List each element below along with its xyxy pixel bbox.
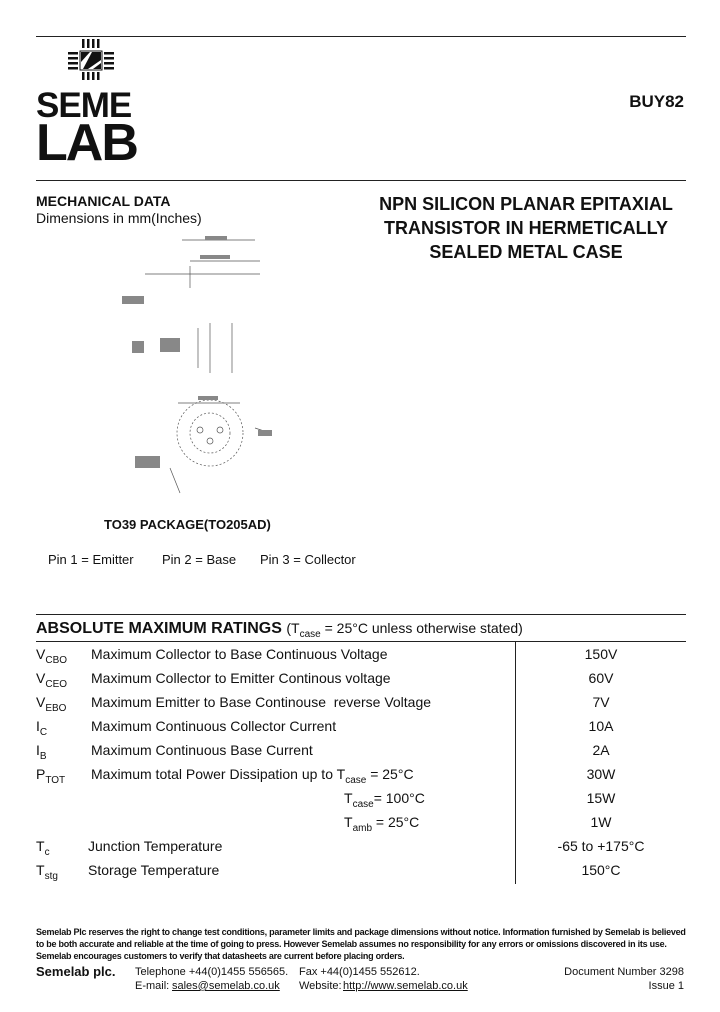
rating-symbol: $T_c$ xyxy=(36,838,50,858)
rating-description: Storage Temperature xyxy=(88,862,220,878)
logo-lab: LAB xyxy=(36,114,137,172)
rating-symbol: $V_{CEO}$ xyxy=(36,670,68,690)
pin-2-label: Pin 2 = Base xyxy=(162,552,237,567)
disclaimer xyxy=(36,926,686,962)
rating-symbol: $T_{stg}$ xyxy=(36,862,58,882)
rating-value: 10A xyxy=(588,718,614,734)
rating-value: 1W xyxy=(590,814,612,830)
logo-seme: SEME xyxy=(36,86,132,125)
ratings-top-rule xyxy=(36,614,686,615)
rating-description: Maximum Continuous Collector Current xyxy=(91,718,337,734)
mechanical-heading: MECHANICAL DATA xyxy=(36,193,171,209)
title-line-3: SEALED METAL CASE xyxy=(429,242,623,262)
rating-symbol: $I_C$ xyxy=(36,718,48,738)
rating-description: Maximum Collector to Emitter Continous voltage xyxy=(91,670,391,686)
rating-row xyxy=(36,858,686,882)
rating-row xyxy=(36,834,686,858)
company-name: Semelab plc. xyxy=(36,964,116,979)
semelab-logo xyxy=(36,38,161,172)
ratings-heading: ABSOLUTE MAXIMUM RATINGS xyxy=(36,620,282,637)
dimensions-note: Dimensions in mm(Inches) xyxy=(36,210,202,226)
package-drawing xyxy=(110,228,280,503)
rating-description: Maximum Collector to Base Continuous Voltage xyxy=(91,646,388,662)
top-rule xyxy=(36,36,686,37)
rating-symbol: $P_{TOT}$ xyxy=(36,766,66,786)
disclaimer-line-3: Semelab encourages customers to verify that datasheets are current before placing orders. xyxy=(36,951,405,961)
rating-symbol: $I_B$ xyxy=(36,742,47,762)
rating-value: 150V xyxy=(584,646,618,662)
rating-value: 150°C xyxy=(581,862,621,878)
email-link[interactable]: sales@semelab.co.uk xyxy=(172,980,280,992)
disclaimer-line-2: to be both accurate and reliable at the time of going to press. However Semelab assumes no responsibility for any errors or omissions discovered in its use. xyxy=(36,939,667,949)
document-number: Document Number 3298 xyxy=(564,966,684,978)
telephone: Telephone +44(0)1455 556565. xyxy=(135,966,289,978)
rating-value: 30W xyxy=(586,766,616,782)
website-label: Website: xyxy=(299,980,342,992)
email-label: E-mail: xyxy=(135,980,170,992)
rating-value: 7V xyxy=(592,694,610,710)
rating-row xyxy=(36,762,686,786)
logo-mark-icon xyxy=(66,38,121,82)
package-label: TO39 PACKAGE(TO205AD) xyxy=(104,517,271,532)
rating-description: Maximum total Power Dissipation up to $T_{case} = 25^\circ C$ xyxy=(91,766,414,786)
device-title xyxy=(361,192,691,264)
header-rule xyxy=(36,180,686,181)
ratings-heading-row xyxy=(36,620,523,640)
rating-description: Junction Temperature xyxy=(88,838,223,854)
rating-value: -65 to +175°C xyxy=(557,838,645,854)
rating-condition: $T_{case}= 100^\circ C$ xyxy=(344,790,425,810)
fax: Fax +44(0)1455 552612. xyxy=(299,966,420,978)
rating-condition: $T_{amb} = 25^\circ C$ xyxy=(344,814,420,834)
rating-description: Maximum Emitter to Base Continouse reverse Voltage xyxy=(91,694,432,710)
rating-row xyxy=(36,714,686,738)
rating-row xyxy=(36,786,686,810)
rating-row xyxy=(36,810,686,834)
part-number: BUY82 xyxy=(629,92,684,111)
disclaimer-line-1: Semelab Plc reserves the right to change test conditions, parameter limits and package dimensions without notice. Information furnished by Semelab is believed xyxy=(36,927,686,937)
rating-row xyxy=(36,690,686,714)
rating-symbol: $V_{EBO}$ xyxy=(36,694,67,714)
pin-1-label: Pin 1 = Emitter xyxy=(48,552,134,567)
rating-value: 15W xyxy=(586,790,616,806)
rating-value: 2A xyxy=(592,742,610,758)
rating-value: 60V xyxy=(588,670,614,686)
pin-3-label: Pin 3 = Collector xyxy=(260,552,356,567)
website-link[interactable]: http://www.semelab.co.uk xyxy=(343,980,468,992)
issue-number: Issue 1 xyxy=(648,980,684,992)
ratings-note: ($T_{case} = 25^\circ C$ unless otherwise stated) xyxy=(286,620,523,640)
title-line-2: TRANSISTOR IN HERMETICALLY xyxy=(383,218,669,238)
rating-row xyxy=(36,666,686,690)
rating-description: Maximum Continuous Base Current xyxy=(91,742,313,758)
rating-row xyxy=(36,642,686,666)
rating-row xyxy=(36,738,686,762)
rating-symbol: $V_{CBO}$ xyxy=(36,646,68,666)
title-line-1: NPN SILICON PLANAR EPITAXIAL xyxy=(379,194,673,214)
